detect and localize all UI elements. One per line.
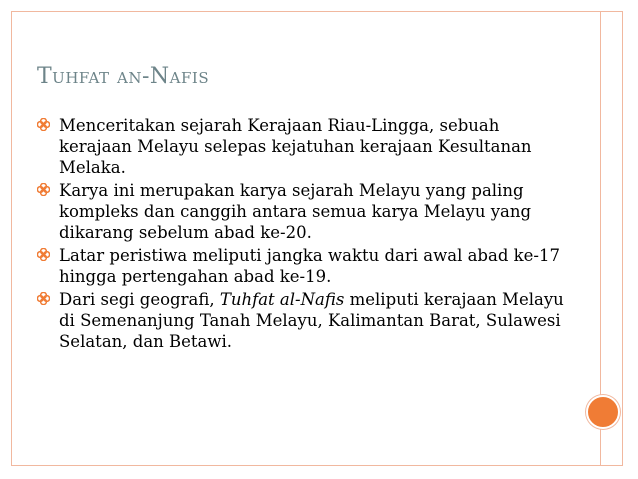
bullet-list xyxy=(37,115,577,354)
slide-title: Tuhfat an-Nafis xyxy=(37,64,210,89)
bullet-item xyxy=(37,180,577,243)
bullet-item xyxy=(37,289,577,352)
bullet-text: Menceritakan sejarah Kerajaan Riau-Lingga, sebuah kerajaan Melayu selepas kejatuhan kerajaan Kesultanan Melaka. xyxy=(59,116,532,177)
bullet-text: Latar peristiwa meliputi jangka waktu dari awal abad ke-17 hingga pertengahan abad ke-19. xyxy=(59,246,560,286)
accent-circle xyxy=(586,395,620,429)
quatrefoil-bullet-icon xyxy=(37,292,50,305)
quatrefoil-bullet-icon xyxy=(37,118,50,131)
quatrefoil-bullet-icon xyxy=(37,248,50,261)
quatrefoil-bullet-icon xyxy=(37,183,50,196)
bullet-item xyxy=(37,115,577,178)
bullet-text-before: Dari segi geografi, xyxy=(59,290,220,309)
bullet-item xyxy=(37,245,577,287)
bullet-text-after: meliputi kerajaan Melayu di Semenanjung Tanah Melayu, Kalimantan Barat, Sulawesi Selatan, dan Betawi. xyxy=(59,290,564,351)
bullet-text-italic: Tuhfat al-Nafis xyxy=(219,290,345,309)
bullet-text: Karya ini merupakan karya sejarah Melayu yang paling kompleks dan canggih antara semua karya Melayu yang dikarang sebelum abad ke-20. xyxy=(59,181,532,242)
